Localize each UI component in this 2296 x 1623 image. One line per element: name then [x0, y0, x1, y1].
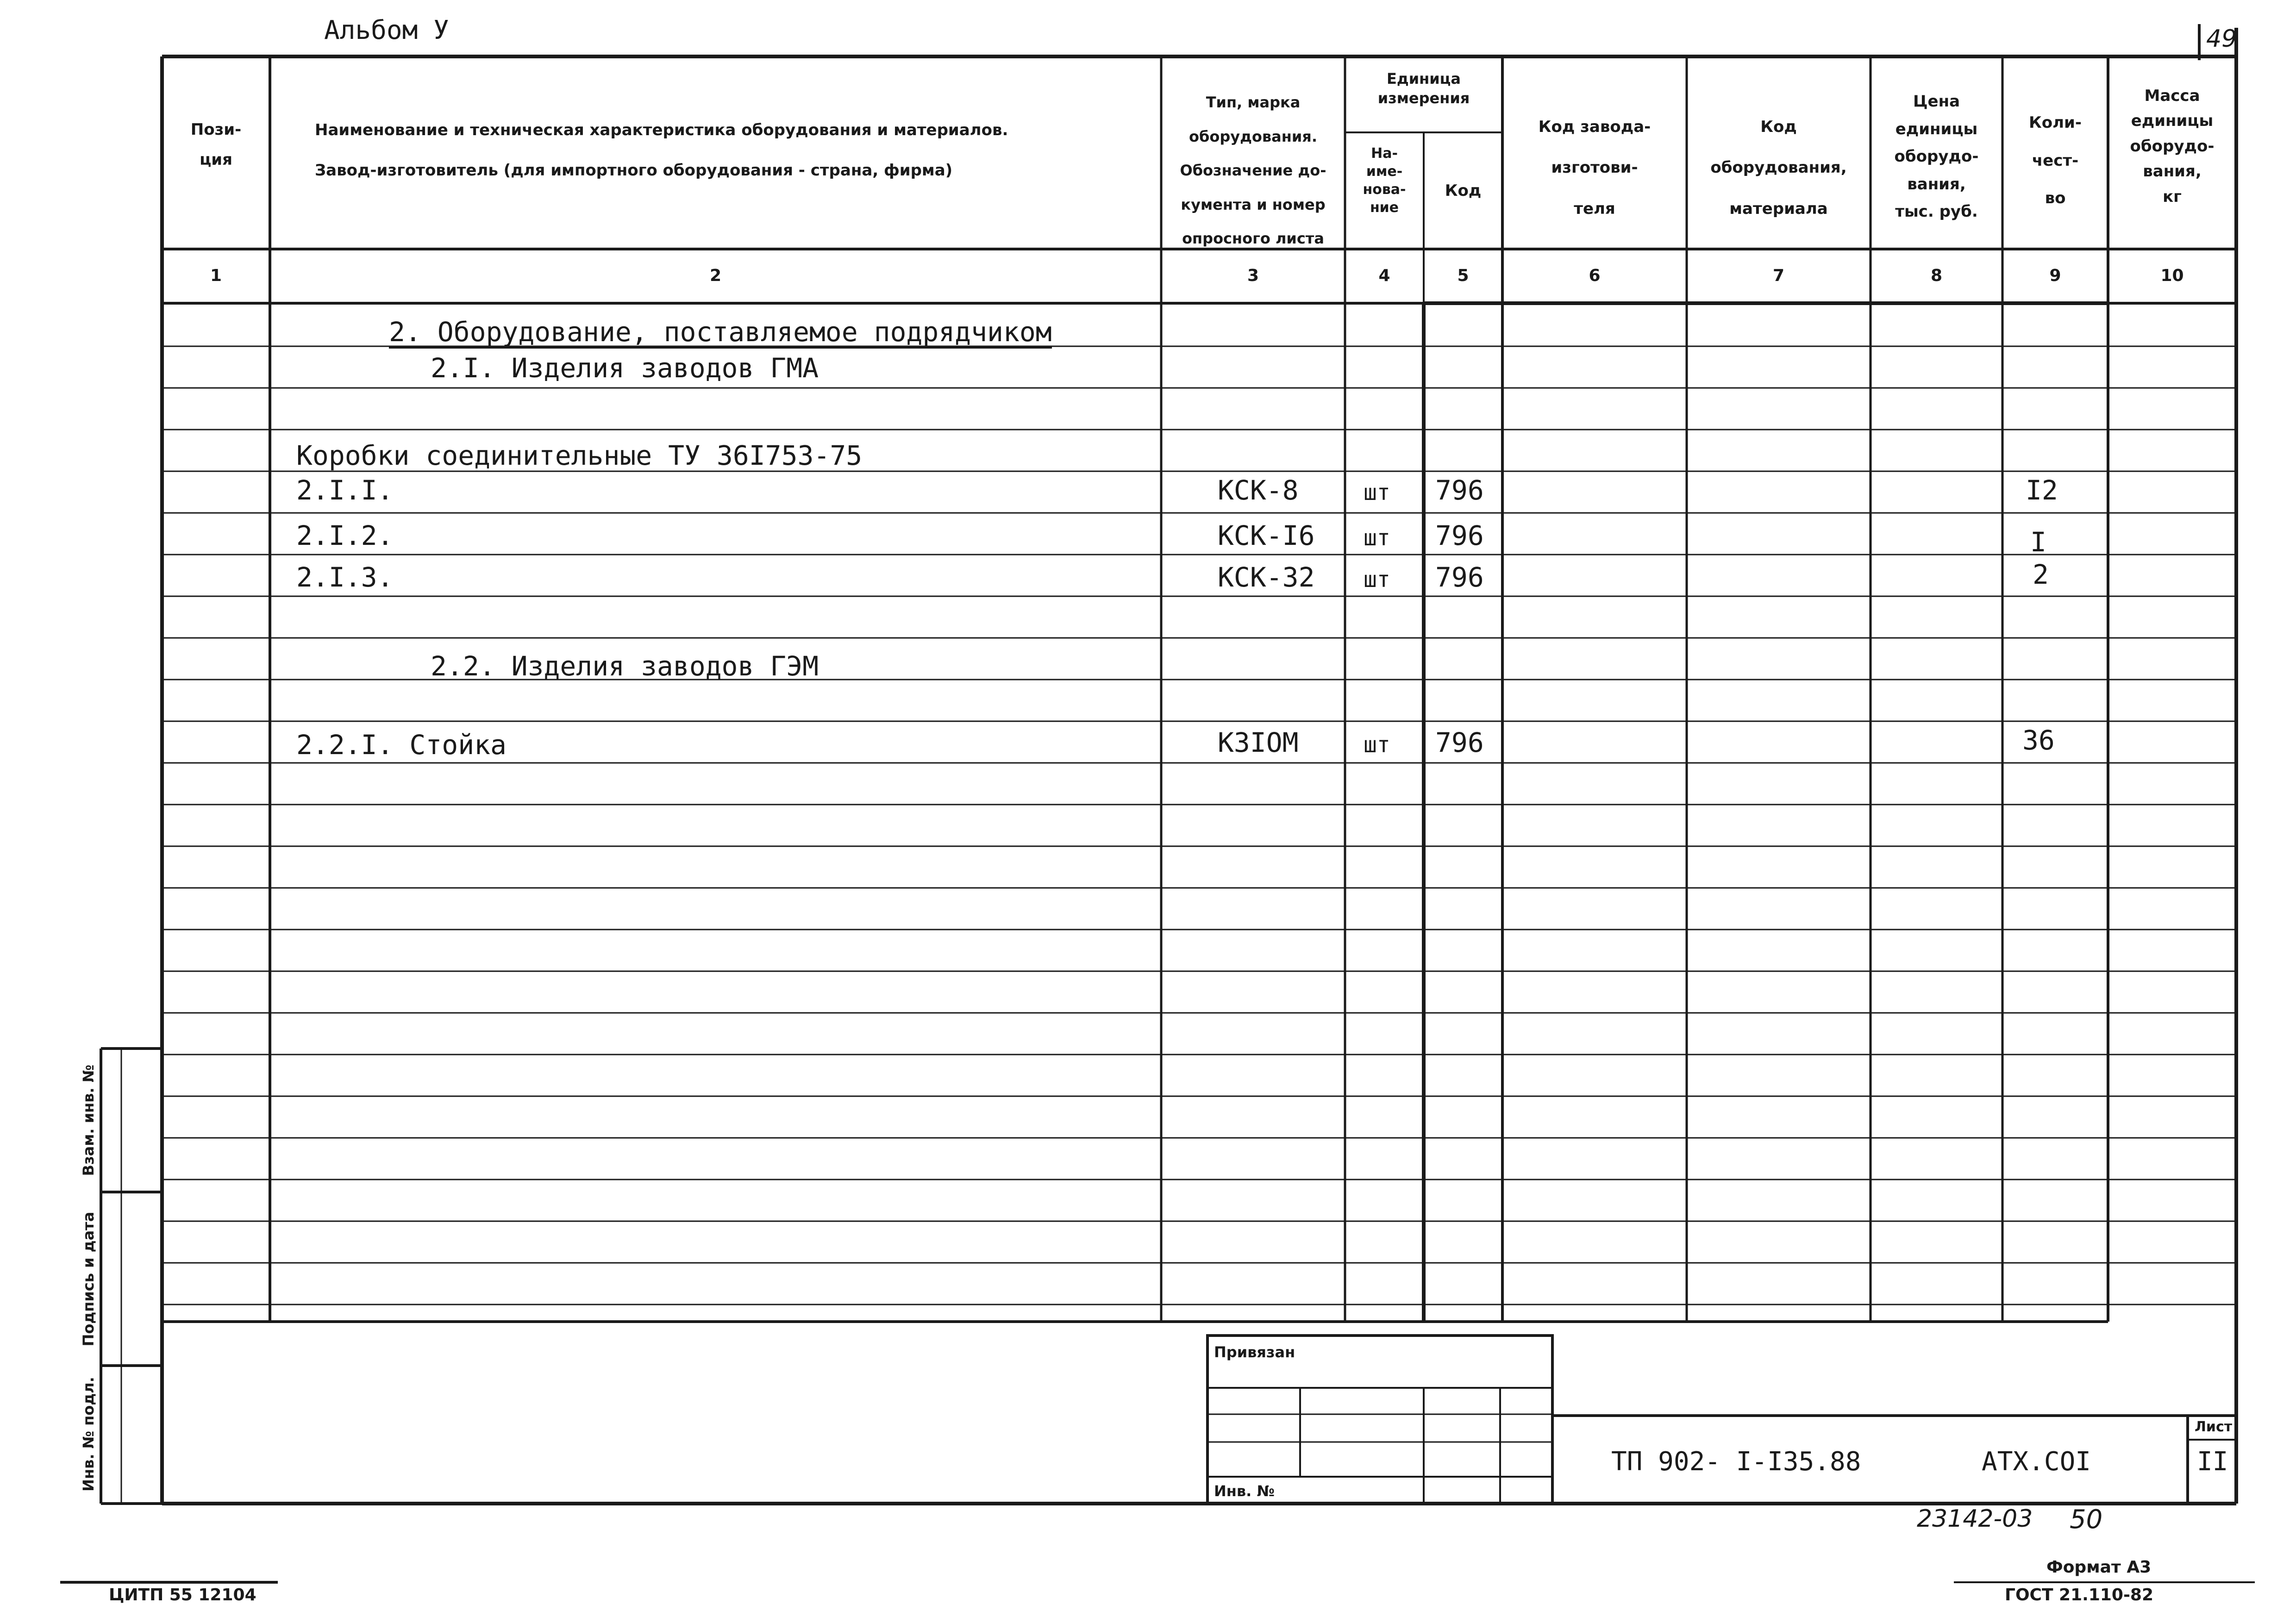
col-unit-name-header: На- име- нова- ние [1363, 145, 1406, 216]
inv-no-label: Инв. № [1214, 1482, 1275, 1500]
row-qty: 36 [2022, 724, 2055, 756]
section-title: 2. Оборудование, поставляемое подрядчиком [389, 316, 1052, 348]
sheet-label: Лист [2195, 1419, 2233, 1435]
footer-gost: ГОСТ 21.110-82 [2005, 1586, 2154, 1604]
row-position: 2.I.I. [296, 474, 394, 506]
document-mark: АТХ.СОI [1982, 1447, 2091, 1477]
stamp-vzam-inv: Взам. инв. № [80, 1064, 97, 1176]
row-position: 2.I.2. [296, 520, 394, 551]
row-type: КСК-8 [1218, 474, 1299, 506]
stamp-podpis-data: Подпись и дата [80, 1211, 97, 1347]
row-code: 796 [1435, 562, 1484, 593]
row-position: 2.2.I. Стойка [296, 729, 507, 761]
title-block-frame [1207, 1336, 2236, 1504]
col-number-2: 2 [709, 266, 722, 285]
row-unit: шт [1364, 480, 1390, 506]
col-unit-header: Единица измерения [1377, 70, 1470, 107]
row-unit: шт [1364, 567, 1390, 593]
col-plant-code-header: Код завода- изготови- теля [1538, 118, 1651, 218]
col-number-5: 5 [1457, 266, 1469, 285]
stamp-inv-podl: Инв. № подл. [80, 1377, 97, 1492]
side-stamp-frame [101, 1049, 162, 1504]
col-number-8: 8 [1930, 266, 1943, 285]
row-type: КСК-32 [1218, 562, 1315, 593]
row-position: 2.I.3. [296, 562, 394, 593]
row-qty: 2 [2033, 559, 2049, 590]
col-unit-code-header: Код [1445, 181, 1482, 200]
col-number-7: 7 [1772, 266, 1785, 285]
col-number-6: 6 [1589, 266, 1601, 285]
row-unit: шт [1364, 732, 1390, 758]
subsection-title: 2.I. Изделия заводов ГМА [431, 352, 819, 384]
row-unit: шт [1364, 525, 1390, 551]
page-number: 49 [2206, 25, 2237, 53]
col-pos-header: Пози- ция [190, 120, 242, 169]
sheet-total: 50 [2070, 1504, 2103, 1535]
album-label: Альбом У [324, 15, 449, 45]
group-title: Коробки соединительные ТУ 36I753-75 [296, 440, 863, 471]
row-type: КЗIОМ [1218, 727, 1299, 758]
row-code: 796 [1435, 520, 1484, 551]
col-number-3: 3 [1247, 266, 1259, 285]
sheet-number: II [2197, 1447, 2228, 1477]
col-type-header: Тип, марка оборудования. Обозначение до- кумента и номер опросного листа [1180, 94, 1326, 248]
row-qty: I [2030, 526, 2046, 558]
document-code: ТП 902- I-I35.88 [1611, 1447, 1861, 1477]
row-code: 796 [1435, 474, 1484, 506]
col-equip-code-header: Код оборудования, материала [1710, 118, 1847, 218]
row-type: КСК-I6 [1218, 520, 1315, 551]
col-number-1: 1 [210, 266, 222, 285]
col-qty-header: Коли- чест- во [2029, 113, 2082, 208]
col-number-10: 10 [2160, 266, 2184, 285]
archive-number: 23142-03 [1917, 1505, 2033, 1533]
col-name-header: Наименование и техническая характеристика оборудования и материалов. Завод-изготовитель (для импортного оборудования - страна, фирма) [315, 121, 1008, 180]
row-lines [162, 346, 2236, 1305]
col-mass-header: Масса единицы оборудо- вания, кг [2130, 87, 2215, 206]
subsection-title: 2.2. Изделия заводов ГЭМ [431, 650, 819, 682]
footer-citp: ЦИТП 55 12104 [109, 1586, 257, 1604]
footer-format: Формат А3 [2046, 1558, 2152, 1577]
col-price-header: Цена единицы оборудо- вания, тыс. руб. [1894, 92, 1979, 221]
col-number-9: 9 [2049, 266, 2061, 285]
privyazan-label: Привязан [1214, 1343, 1295, 1361]
col-number-4: 4 [1378, 266, 1390, 285]
row-qty: I2 [2026, 474, 2058, 506]
row-code: 796 [1435, 727, 1484, 758]
